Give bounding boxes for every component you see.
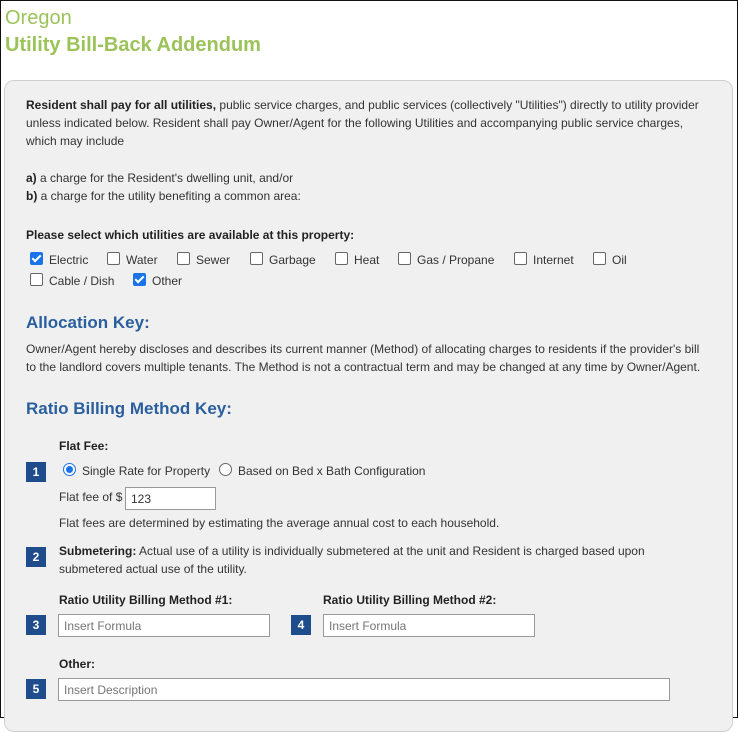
utility-other[interactable]: Other	[133, 273, 182, 288]
flat-fee-label: Flat Fee:	[59, 439, 109, 453]
checkbox-icon[interactable]	[30, 252, 43, 265]
allocation-heading: Allocation Key:	[26, 313, 150, 332]
checkbox-icon[interactable]	[593, 252, 606, 265]
allocation-line1: Owner/Agent hereby discloses and describes its current manner (Method) of allocating charges to residents if the provider's bill	[26, 342, 700, 356]
intro-line3: which may include	[26, 134, 125, 148]
method-number-1: 1	[26, 462, 46, 482]
radio-single-rate[interactable]: Single Rate for Property	[63, 463, 210, 478]
utility-garbage[interactable]: Garbage	[250, 252, 316, 267]
ratio-heading: Ratio Billing Method Key:	[26, 399, 232, 418]
radio-icon[interactable]	[219, 463, 232, 476]
utility-water[interactable]: Water	[107, 252, 158, 267]
radio-icon[interactable]	[63, 463, 76, 476]
checkbox-icon[interactable]	[514, 252, 527, 265]
utility-internet[interactable]: Internet	[514, 252, 574, 267]
allocation-text	[26, 340, 726, 376]
checkbox-icon[interactable]	[335, 252, 348, 265]
utility-gas-propane[interactable]: Gas / Propane	[398, 252, 494, 267]
allocation-line2: to the landlord covers multiple tenants. The Method is not a contractual term and may be changed at any time by Owner/Agent.	[26, 360, 701, 374]
utility-electric[interactable]: Electric	[30, 252, 88, 267]
item-b-text: a charge for the utility benefiting a common area:	[37, 189, 301, 203]
utilities-prompt: Please select which utilities are available at this property:	[26, 228, 355, 242]
charge-list	[26, 169, 726, 205]
checkbox-icon[interactable]	[398, 252, 411, 265]
method1-label: Ratio Utility Billing Method #1:	[59, 593, 233, 607]
flat-fee-input[interactable]	[125, 487, 216, 510]
utility-heat[interactable]: Heat	[335, 252, 379, 267]
item-a-marker: a)	[26, 171, 37, 185]
item-a-text: a charge for the Resident's dwelling unit, and/or	[36, 171, 294, 185]
page-title: Utility Bill-Back Addendum	[5, 34, 261, 56]
other-description-input[interactable]	[58, 678, 670, 701]
intro-paragraph	[26, 96, 726, 150]
utility-sewer[interactable]: Sewer	[177, 252, 230, 267]
method2-label: Ratio Utility Billing Method #2:	[323, 593, 497, 607]
other-label: Other:	[59, 657, 95, 671]
radio-bed-bath[interactable]: Based on Bed x Bath Configuration	[219, 463, 425, 478]
method2-formula-input[interactable]	[323, 614, 535, 637]
checkbox-icon[interactable]	[177, 252, 190, 265]
intro-bold: Resident shall pay for all utilities,	[26, 98, 217, 112]
intro-line1: public service charges, and public services (collectively "Utilities") directly to utility provider	[216, 98, 699, 112]
submetering-bold: Submetering:	[59, 544, 137, 558]
checkbox-icon[interactable]	[133, 273, 146, 286]
submetering-line2: submetered actual use of the utility.	[59, 562, 247, 576]
utility-oil[interactable]: Oil	[593, 252, 627, 267]
method-number-3: 3	[26, 615, 46, 635]
submetering-line1: Actual use of a utility is individually submetered at the unit and Resident is charged based upon	[136, 544, 645, 558]
submetering-text	[59, 542, 719, 578]
checkbox-icon[interactable]	[107, 252, 120, 265]
method-number-4: 4	[291, 615, 311, 635]
intro-line2: unless indicated below. Resident shall pay Owner/Agent for the following Utilities and accompanying public service charges,	[26, 116, 684, 130]
checkbox-icon[interactable]	[30, 273, 43, 286]
method-number-2: 2	[26, 547, 46, 567]
utility-cable-dish[interactable]: Cable / Dish	[30, 273, 114, 288]
method-number-5: 5	[26, 679, 46, 699]
checkbox-icon[interactable]	[250, 252, 263, 265]
item-b-marker: b)	[26, 189, 38, 203]
flat-fee-note: Flat fees are determined by estimating the average annual cost to each household.	[59, 516, 500, 530]
flat-fee-amount-label: Flat fee of $	[59, 490, 123, 504]
method1-formula-input[interactable]	[58, 614, 270, 637]
state-title: Oregon	[5, 7, 72, 29]
